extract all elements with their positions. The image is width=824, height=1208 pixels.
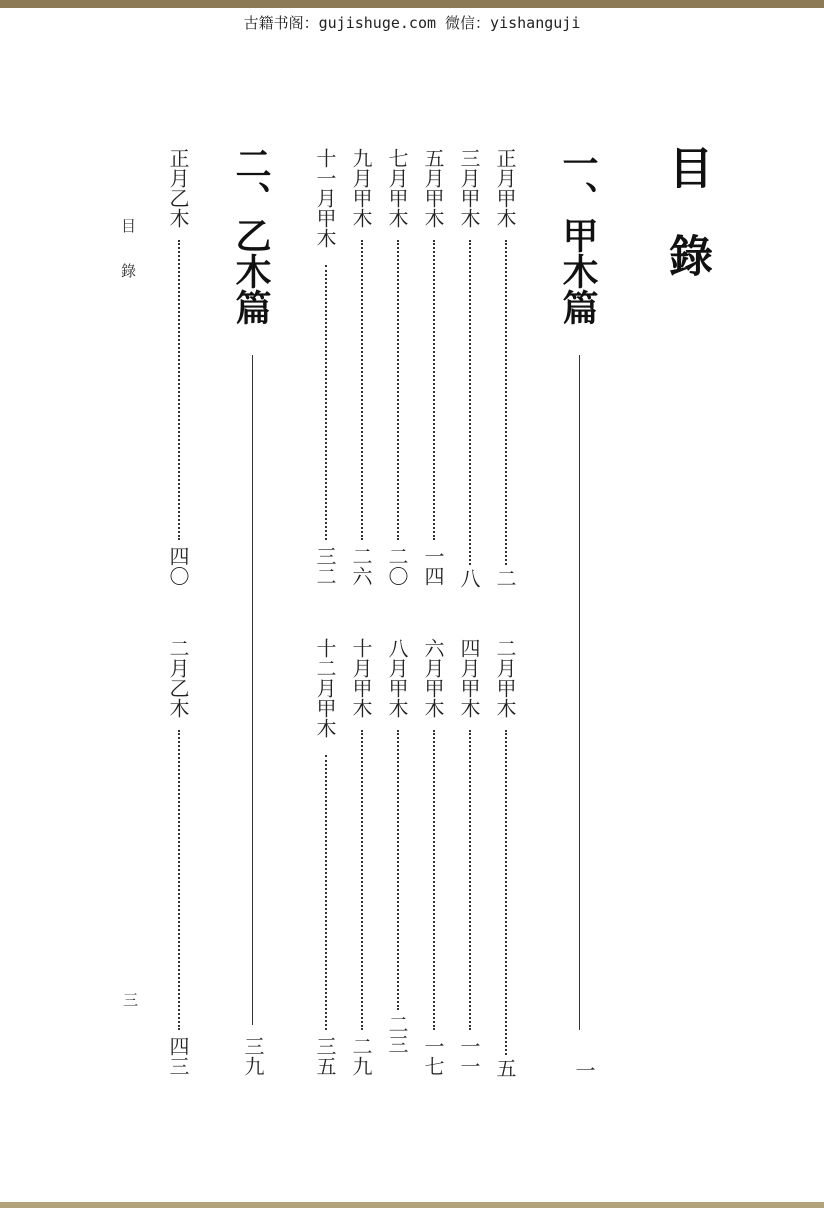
toc-entry-page: 一一 xyxy=(457,1036,481,1076)
top-border-band xyxy=(0,0,824,8)
toc-entry-label[interactable]: 二月甲木 xyxy=(493,638,517,718)
toc-entry-leader xyxy=(469,240,471,565)
chapter-2-heading: 二、乙木篇 xyxy=(230,145,272,325)
toc-entry-leader xyxy=(433,730,435,1030)
toc-entry-page: 八 xyxy=(457,568,481,588)
toc-entry-label[interactable]: 十二月甲木 xyxy=(313,638,337,738)
toc-entry-page: 一四 xyxy=(421,546,445,586)
chapter-1-heading: 一、甲木篇 xyxy=(557,145,599,325)
toc-entry-label[interactable]: 四月甲木 xyxy=(457,638,481,718)
toc-entry-page: 五 xyxy=(493,1058,517,1078)
toc-entry-label[interactable]: 九月甲木 xyxy=(349,148,373,228)
toc-entry-page: 二三 xyxy=(385,1014,409,1054)
toc-entry-leader xyxy=(178,240,180,540)
toc-entry-label[interactable]: 十一月甲木 xyxy=(313,148,337,248)
toc-entry-label[interactable]: 七月甲木 xyxy=(385,148,409,228)
toc-entry-leader xyxy=(505,730,507,1055)
toc-entry-page: 三二 xyxy=(313,546,337,586)
chapter-2-leader-line xyxy=(252,355,253,1025)
toc-entry-label[interactable]: 三月甲木 xyxy=(457,148,481,228)
toc-entry-label[interactable]: 六月甲木 xyxy=(421,638,445,718)
toc-entry-page: 二 xyxy=(493,568,517,588)
toc-entry-label[interactable]: 正月甲木 xyxy=(493,148,517,228)
toc-entry-page: 二九 xyxy=(349,1036,373,1076)
toc-entry-leader xyxy=(325,265,327,540)
running-head: 目錄 xyxy=(119,218,137,308)
toc-entry-label[interactable]: 正月乙木 xyxy=(166,148,190,228)
toc-entry-leader xyxy=(397,240,399,540)
bottom-border-band xyxy=(0,1202,824,1208)
page-title: 目錄 xyxy=(661,145,712,321)
toc-entry-leader xyxy=(178,730,180,1030)
toc-entry-leader xyxy=(361,730,363,1030)
chapter-2-page: 三九 xyxy=(241,1036,265,1076)
toc-entry-label[interactable]: 十月甲木 xyxy=(349,638,373,718)
toc-entry-page: 二〇 xyxy=(385,546,409,586)
toc-entry-page: 四〇 xyxy=(166,546,190,586)
toc-entry-leader xyxy=(505,240,507,565)
toc-entry-label[interactable]: 五月甲木 xyxy=(421,148,445,228)
toc-entry-leader xyxy=(325,755,327,1030)
chapter-1-page: 一 xyxy=(572,1060,596,1080)
toc-entry-label[interactable]: 八月甲木 xyxy=(385,638,409,718)
toc-entry-page: 二六 xyxy=(349,546,373,586)
toc-entry-leader xyxy=(433,240,435,540)
chapter-1-leader-line xyxy=(579,355,580,1030)
toc-entry-page: 四三 xyxy=(166,1036,190,1076)
toc-entry-page: 一七 xyxy=(421,1036,445,1076)
toc-entry-label[interactable]: 二月乙木 xyxy=(166,638,190,718)
toc-entry-leader xyxy=(361,240,363,540)
toc-entry-leader xyxy=(469,730,471,1030)
toc-entry-page: 三五 xyxy=(313,1036,337,1076)
watermark: 古籍书阁：gujishuge.com 微信：yishanguji xyxy=(243,14,581,32)
page-folio: 三 xyxy=(121,992,139,1007)
toc-entry-leader xyxy=(397,730,399,1010)
